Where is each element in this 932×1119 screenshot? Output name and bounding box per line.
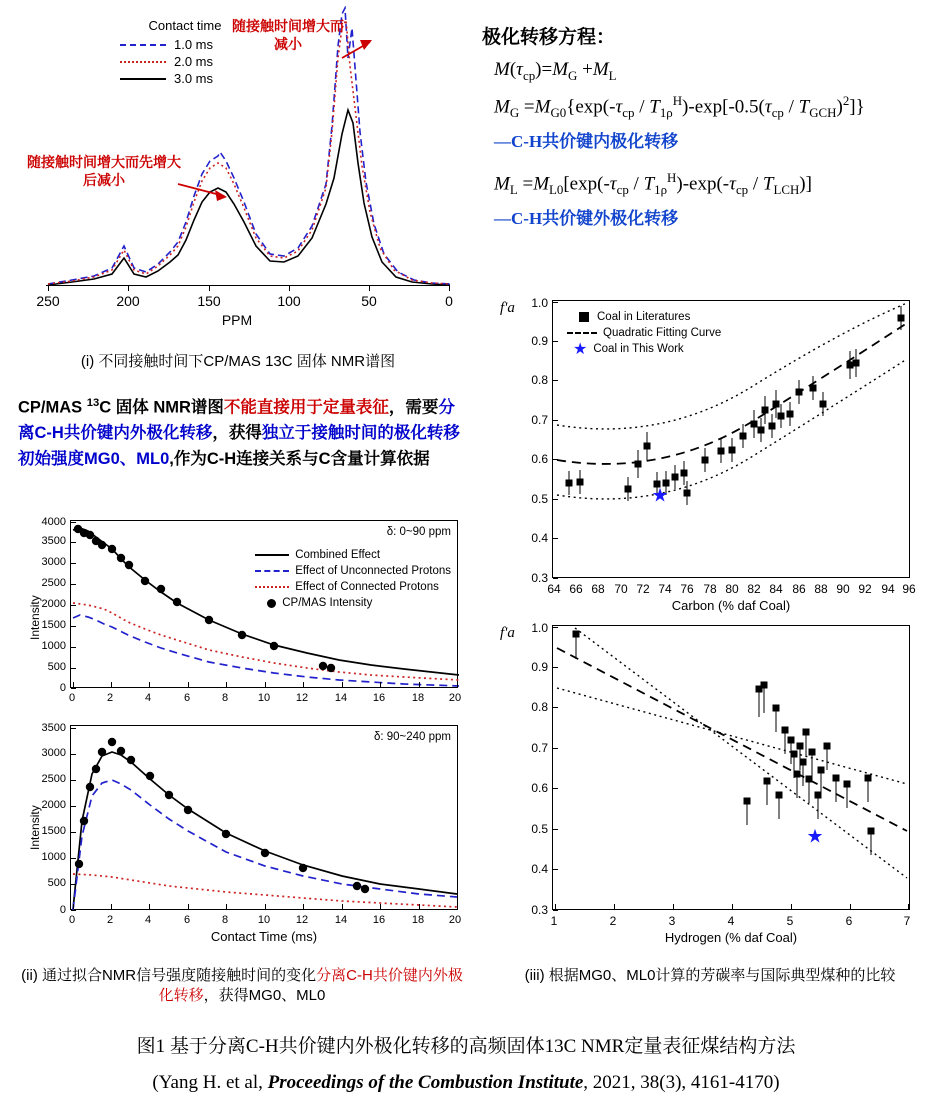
xtick: 20: [448, 692, 462, 704]
xtick: 74: [658, 582, 672, 596]
ytick: 2500: [41, 773, 66, 785]
xtick: 80: [725, 582, 739, 596]
legend-item: [255, 563, 451, 579]
coal-this-work-marker: ★: [806, 826, 824, 848]
equation-2: $M_G =M_{G0}\{\exp(-\tau_{cp} / T_{1\rho}^H)-\exp[-0.5(\tau_{cp} / T_{GCH})^2]\}$: [494, 92, 865, 120]
panel-ii-caption: [14, 966, 470, 1007]
ytick: 500: [47, 661, 66, 673]
xtick: 86: [792, 582, 806, 596]
ytick: 0.7: [531, 413, 548, 427]
hydrogen-y-axis-label: f'a: [500, 625, 515, 641]
xtick: 8: [221, 914, 229, 926]
nmr-legend-title: Contact time: [148, 18, 222, 33]
ytick: 3500: [41, 535, 66, 547]
legend-label: CP/MAS Intensity: [282, 597, 373, 609]
equation-note-2: —C-H共价键外极化转移: [494, 209, 679, 229]
xtick: 16: [372, 692, 386, 704]
xtick: 16: [372, 914, 386, 926]
equation-3: $M_L =M_{L0}[\exp(-\tau_{cp} / T_{1\rho}^H)-\exp(-\tau_{cp} / T_{LCH})]$: [494, 169, 812, 198]
nmr-legend-label: 3.0 ms: [174, 71, 214, 86]
legend-label: Coal in This Work: [593, 343, 684, 355]
panel-fa-vs-carbon: [500, 296, 920, 620]
nmr-legend-item: [120, 70, 250, 87]
xtick: 6: [183, 692, 191, 704]
figure-caption-reference: [0, 1072, 932, 1094]
ytick: 0.6: [531, 452, 548, 466]
text-part-5: ,作为C-H连接关系与C含量计算依据: [169, 449, 430, 468]
legend-label: Combined Effect: [295, 549, 381, 561]
xtick: 3: [668, 914, 676, 928]
legend-item: [255, 579, 451, 595]
carbon-axes: [552, 300, 910, 578]
decay-bottom-y-axis-label: Intensity: [28, 805, 42, 850]
xtick: 18: [411, 692, 425, 704]
xtick: 94: [881, 582, 895, 596]
panel-nmr-spectrum: [12, 6, 462, 326]
ytick: 3000: [41, 747, 66, 759]
hydrogen-x-axis-label: Hydrogen (% daf Coal): [664, 930, 798, 945]
solid-line-icon: [120, 78, 166, 80]
ytick: 3500: [41, 722, 66, 734]
decay-bottom-x-axis-label: Contact Time (ms): [210, 929, 318, 944]
nmr-legend-label: 2.0 ms: [174, 54, 214, 69]
ytick: 3000: [41, 556, 66, 568]
ytick: 0: [59, 682, 66, 694]
dashed-line-icon: [255, 570, 289, 572]
ytick: 0.8: [531, 373, 548, 387]
solid-line-icon: [255, 554, 289, 556]
decay-top-axes: [70, 520, 458, 688]
ytick: 0.7: [531, 741, 548, 755]
xtick: 0: [68, 914, 76, 926]
carbon-y-axis-label: f'a: [500, 300, 515, 316]
nmr-xtick: 200: [116, 293, 140, 309]
ytick: 0.4: [531, 531, 548, 545]
ytick: 0.5: [531, 492, 548, 506]
legend-label: Effect of Unconnected Protons: [295, 565, 451, 577]
ytick: 0: [59, 904, 66, 916]
equations-block: [482, 22, 922, 229]
text-blue-2: 独立于接触时间的极化转移初始强度MG0、ML0: [18, 424, 460, 468]
xtick: 64: [547, 582, 561, 596]
annotation-left: 随接触时间增大而先增大后减小: [27, 154, 181, 188]
xtick: 10: [257, 692, 271, 704]
xtick: 6: [183, 914, 191, 926]
xtick: 12: [295, 914, 309, 926]
decay-bottom-points: [75, 738, 369, 893]
ytick: 0.4: [531, 862, 548, 876]
dotted-line-icon: [255, 586, 289, 588]
xtick: 12: [295, 692, 309, 704]
ytick: 0.9: [531, 334, 548, 348]
legend-item: [255, 595, 451, 611]
xtick: 4: [144, 914, 152, 926]
xtick: 7: [903, 914, 911, 928]
text-blue-1: 分离C-H共价键内外极化转移: [18, 398, 455, 443]
summary-text-block: [18, 395, 470, 472]
xtick: 2: [106, 914, 114, 926]
reference-journal: Proceedings of the Combustion Institute: [267, 1072, 584, 1093]
coal-this-work-marker: ★: [651, 485, 669, 507]
xtick: 70: [614, 582, 628, 596]
ytick: 2000: [41, 799, 66, 811]
xtick: 88: [814, 582, 828, 596]
ytick: 1000: [41, 851, 66, 863]
xtick: 10: [257, 914, 271, 926]
annotation-right: 随接触时间增大而减小: [232, 18, 344, 52]
nmr-xtick: 50: [361, 293, 377, 309]
ytick: 1.0: [531, 621, 548, 635]
xtick: 1: [550, 914, 558, 928]
ytick: 500: [47, 877, 66, 889]
panel-i-caption: (i) 不同接触时间下CP/MAS 13C 固体 NMR谱图: [80, 353, 396, 370]
nmr-xtick: 150: [197, 293, 221, 309]
dashed-line-icon: [567, 332, 597, 334]
filled-circle-icon: [267, 599, 276, 608]
hydrogen-fit-lines: [553, 626, 911, 911]
panel-iii-caption: (iii) 根据MG0、ML0计算的芳碳率与国际典型煤种的比较: [524, 967, 896, 984]
equation-note-1: —C-H共价键内极化转移: [494, 131, 679, 151]
xtick: 76: [680, 582, 694, 596]
filled-square-icon: [579, 312, 589, 322]
figure-caption-main: 图1 基于分离C-H共价键内外极化转移的高频固体13C NMR定量表征煤结构方法: [136, 1036, 796, 1057]
ytick: 2000: [41, 598, 66, 610]
xtick: 96: [902, 582, 916, 596]
caption-part-2: ，获得MG0、ML0: [203, 987, 326, 1005]
xtick: 4: [727, 914, 735, 928]
xtick: 78: [703, 582, 717, 596]
panel-fa-vs-hydrogen: [500, 621, 920, 955]
reference-prefix: (Yang H. et al,: [152, 1072, 268, 1093]
ytick: 0.8: [531, 700, 548, 714]
ytick: 0.3: [531, 903, 548, 917]
panel-decay-bottom: [18, 722, 470, 955]
reference-suffix: , 2021, 38(3), 4161-4170): [583, 1072, 780, 1093]
ytick: 1000: [41, 640, 66, 652]
decay-top-y-axis-label: Intensity: [28, 595, 42, 640]
legend-label: Quadratic Fitting Curve: [603, 327, 722, 339]
xtick: 92: [858, 582, 872, 596]
xtick: 14: [334, 692, 348, 704]
carbon-x-axis-label: Carbon (% daf Coal): [671, 598, 791, 613]
equation-1: $M(\tau_{cp})=M_G +M_L$: [494, 59, 617, 83]
dashed-line-icon: [120, 44, 166, 46]
text-part-3: ，需要: [388, 398, 439, 417]
xtick: 18: [411, 914, 425, 926]
equations-title: 极化转移方程：: [482, 27, 616, 48]
ytick: 2500: [41, 577, 66, 589]
ytick: 0.3: [531, 571, 548, 585]
legend-item: [567, 341, 721, 357]
decay-top-legend: [255, 547, 451, 611]
nmr-xtick: 100: [277, 293, 301, 309]
ytick: 4000: [41, 516, 66, 528]
xtick: 84: [769, 582, 783, 596]
xtick: 5: [786, 914, 794, 928]
legend-item: [567, 325, 721, 341]
text-part-4: ，获得: [212, 424, 262, 443]
xtick: 2: [106, 692, 114, 704]
ytick: 1500: [41, 825, 66, 837]
decay-top-range-label: δ: 0~90 ppm: [386, 526, 451, 538]
ytick: 0.6: [531, 781, 548, 795]
decay-bottom-curves: [71, 726, 459, 911]
text-red-1: 不能直接用于定量表征: [223, 398, 389, 417]
xtick: 82: [747, 582, 761, 596]
xtick: 4: [144, 692, 152, 704]
legend-label: Coal in Literatures: [597, 311, 691, 323]
caption-part-1: (ii) 通过拟合NMR信号强度随接触时间的变化: [21, 967, 317, 984]
nmr-x-axis: [46, 285, 450, 286]
decay-bottom-axes: [70, 725, 458, 910]
dotted-line-icon: [120, 61, 166, 63]
nmr-x-axis-label: PPM: [221, 312, 253, 328]
xtick: 68: [591, 582, 605, 596]
nmr-legend-item: [120, 53, 250, 70]
caption-red: 分离C-H共价键内外极化转移: [158, 967, 463, 1005]
text-part-1: CP/MAS: [18, 398, 87, 417]
panel-decay-top: [18, 516, 470, 720]
legend-item: [567, 309, 721, 325]
ytick: 0.5: [531, 822, 548, 836]
hydrogen-axes: [552, 625, 910, 910]
xtick: 8: [221, 692, 229, 704]
star-icon: ★: [573, 341, 588, 358]
ytick: 0.9: [531, 660, 548, 674]
xtick: 6: [845, 914, 853, 928]
nmr-xtick: 0: [445, 293, 453, 309]
xtick: 2: [609, 914, 617, 928]
text-part-2: C 固体 NMR谱图: [99, 398, 224, 417]
xtick: 14: [334, 914, 348, 926]
xtick: 66: [569, 582, 583, 596]
ytick: 1.0: [531, 296, 548, 310]
nmr-legend-label: 1.0 ms: [174, 37, 214, 52]
carbon-legend: [567, 309, 721, 357]
xtick: 72: [636, 582, 650, 596]
legend-item: [255, 547, 451, 563]
xtick: 90: [836, 582, 850, 596]
xtick: 0: [68, 692, 76, 704]
nmr-xtick: 250: [36, 293, 60, 309]
text-superscript: 13: [86, 397, 100, 409]
xtick: 20: [448, 914, 462, 926]
decay-bottom-range-label: δ: 90~240 ppm: [373, 731, 451, 743]
legend-label: Effect of Connected Protons: [295, 581, 439, 593]
ytick: 1500: [41, 619, 66, 631]
